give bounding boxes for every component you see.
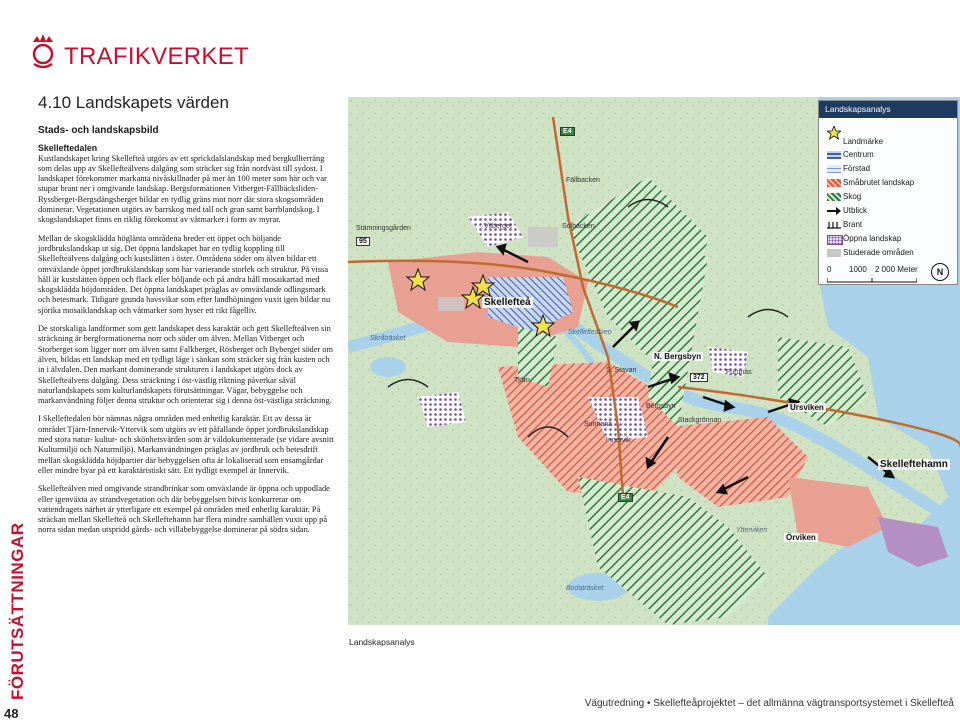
- legend-label-studerade: Studerade områden: [843, 248, 914, 257]
- north-arrow-icon: N: [931, 263, 949, 281]
- map-label-bodatrasket: Bodaträsket: [566, 585, 604, 592]
- map-label-bergsbyn: Bergsbyn: [646, 403, 676, 410]
- map-label-fallbacken: Fällbacken: [566, 177, 600, 184]
- scale-label-end: 2 000 Meter: [875, 265, 918, 274]
- map-label-skelleftealven: Skellefteälven: [568, 329, 612, 336]
- star-icon: [827, 126, 841, 142]
- scale-label-mid: 1000: [849, 265, 867, 274]
- legend-swatch-forstad: [827, 165, 841, 173]
- legend-swatch-oppna: [827, 235, 843, 245]
- map-label-sodra-stavan: S. Stavan: [606, 367, 637, 374]
- page-number: 48: [4, 706, 19, 721]
- road-sign-372: 372: [690, 373, 708, 382]
- paragraph-4: I Skelleftedalen bör nämnas några områden med enhetlig karaktär. Ett av dessa är området Tjärn-Innervik-Yttervik som utgörs av ett påfallande öppet jordbrukslandskap med stora natur- kultur- och skönhetsvärden som är väldokumenterade (se vidare avsnitt Kulturmiljö och Naturmiljö). Markanvändningen präglas av jordbruk och betesdrift mellan skogsklädda höjdpartier där bebyggelsen ofta är lokaliserad som ensamgårdar eller mindre byar på ett karaktäristiskt sätt. Ett tydligt exempel är Innervik.: [38, 414, 334, 475]
- legend-label-centrum: Centrum: [843, 150, 874, 159]
- legend-label-utblick: Utblick: [843, 206, 868, 215]
- legend-swatch-studerade: [827, 249, 841, 257]
- legend-label-forstad: Förstad: [843, 164, 871, 173]
- scale-bar: [827, 276, 917, 280]
- body-text-column: [38, 126, 338, 544]
- side-bar: [0, 0, 36, 725]
- page-footer: Vägutredning • Skellefteåprojektet – det allmänna vägtransportsystemet i Skellefteå: [584, 698, 954, 709]
- road-sign-e4-north: E4: [560, 127, 575, 136]
- map-label-innervik: Innervik: [606, 437, 631, 444]
- map-label-stackgronnan: Stackgrönnan: [678, 417, 722, 424]
- road-sign-e4-south: E4: [618, 493, 633, 502]
- map-label-sunnana: Sunnanå: [584, 421, 613, 428]
- sidebar-label: FÖRUTSÄTTNINGAR: [8, 522, 27, 700]
- scarp-icon: [827, 220, 841, 232]
- arrow-icon: [827, 206, 841, 218]
- map-label-n-bergsbyn: N. Bergsbyn: [654, 352, 702, 361]
- text-heading: Stads- och landskapsbild: [38, 125, 159, 136]
- legend-swatch-smabrutet: [827, 179, 841, 187]
- paragraph-2: Mellan de skogsklädda höglänta områdena breder ett öppet och böljande jordbrukslandskap ut sig. Det öppna landskapet har en tydlig koppling till Skellefteälvens dalgång och kustslätten i öster. Områdena söder om älven bildar ett omväxlande öppet jordbrukslandskap som har varierande storlek och struktur. På vissa håll är kustslätten öppen och flack eller böljande och på andra håll mosaikartad med skogsklädda höjdområden. Det öppna landskapet präglas av omväxlande odlingsmark och betesmark. Tidigare grunda havsvikar som efter landhöjningen vuxit igen bildar nu sjörika mosaiklandskap och våtmarker som hyser ett rikt fågelliv.: [38, 233, 331, 315]
- legend-title: Landskapsanalys: [819, 101, 957, 118]
- section-title: 4.10 Landskapets värden: [38, 93, 229, 112]
- map-caption: Landskapsanalys: [349, 637, 415, 647]
- legend-label-skog: Skog: [843, 192, 862, 201]
- map-label-skrattrasket: Skråträsket: [370, 335, 406, 342]
- legend-swatch-skog: [827, 193, 841, 201]
- scale-label-start: 0: [827, 265, 832, 274]
- text-subheading: Skelleftedalen: [38, 143, 98, 154]
- map-label-ytterviken: Ytterviken: [736, 527, 768, 534]
- map-legend: [818, 100, 958, 285]
- map-label-furunas: Furunäs: [726, 369, 752, 376]
- legend-swatch-centrum: [827, 151, 841, 159]
- legend-label-oppna: Öppna landskap: [843, 234, 902, 243]
- map-label-orviken: Örviken: [786, 533, 816, 542]
- paragraph-5: Skellefteälven med omgivande strandbrinkar som omväxlande är öppna och uppodlade eller igenväxta av strandvegetation och där bebyggelsen bitvis konkurrerar om vattendragets närhet är ytterligare ett exempel på områden med enhetlig karaktär. På sträckan mellan Skellefteå och Skelleftehamn har flera mindre samhällen vuxit upp på norra sidan medan utspridd gårds- och villabebyggelse dominerar på södra sidan.: [38, 484, 330, 535]
- map-label-skelleftea: Skellefteå: [484, 297, 531, 308]
- paragraph-3: De storskaliga landformer som gett landskapet dess karaktär och gett Skellefteälven sin sträckning är bergformationerna norr och söder om älven. Mellan Vitberget och Storberget som ligger norr om älven samt Falkberget, Rösberget och Byberget söder om älven, bildas ett landskap med ett tydligt läge i sänkan som sträcker sig från kusten och in i älvdalen. Den markant dominerande strukturen i landskapet utgörs dock av Skellefteälvens dalgång. Dess sträckning i öst-västlig riktning påverkar såväl naturlandskapets som kulturlandskapets förutsättningar. Vägar, bebyggelse och markanvändning följer denna struktur och orienterar sig i denna öst-västliga sträckning.: [38, 324, 334, 406]
- map-label-tjarn: Tjärn: [514, 377, 530, 384]
- road-sign-95: 95: [356, 237, 370, 246]
- map-label-vitberget: Vitberget: [484, 223, 512, 230]
- brand-name: TRAFIKVERKET: [64, 43, 249, 70]
- map-label-solbacken: Solbacken: [562, 223, 595, 230]
- map-label-skelleftehamn: Skelleftehamn: [880, 459, 948, 470]
- legend-label-brant: Brant: [843, 220, 863, 229]
- paragraph-1: Kustlandskapet kring Skellefteå utgörs av ett sprickdalslandskap med bergkullterräng som delas upp av Skellefteälvens dalgång som sträcker sig från nordväst till sydost. I landskapet förekommer markanta nivåskillnader på mer än 100 meter som här och var stupar brant ner i omgivande landskap. Bergsformationen Vitberget-Fällbäcksliden-Ryssberget-Bergsdängsberget bildar en tydlig gräns mot norr där stora skogsområden dominerar. Vegetationen utgörs av barrskog med tall och gran samt barrblandskog. I skogslandskapet finns en riklig förekomst av våtmarker i form av myrar.: [38, 153, 327, 225]
- map-label-ursviken: Ursviken: [790, 403, 824, 412]
- legend-label-landmark: Landmärke: [843, 137, 884, 146]
- map-label-stamningsgarden: Stämningsgården: [356, 225, 411, 232]
- legend-label-smabrutet: Småbrutet landskap: [843, 178, 915, 187]
